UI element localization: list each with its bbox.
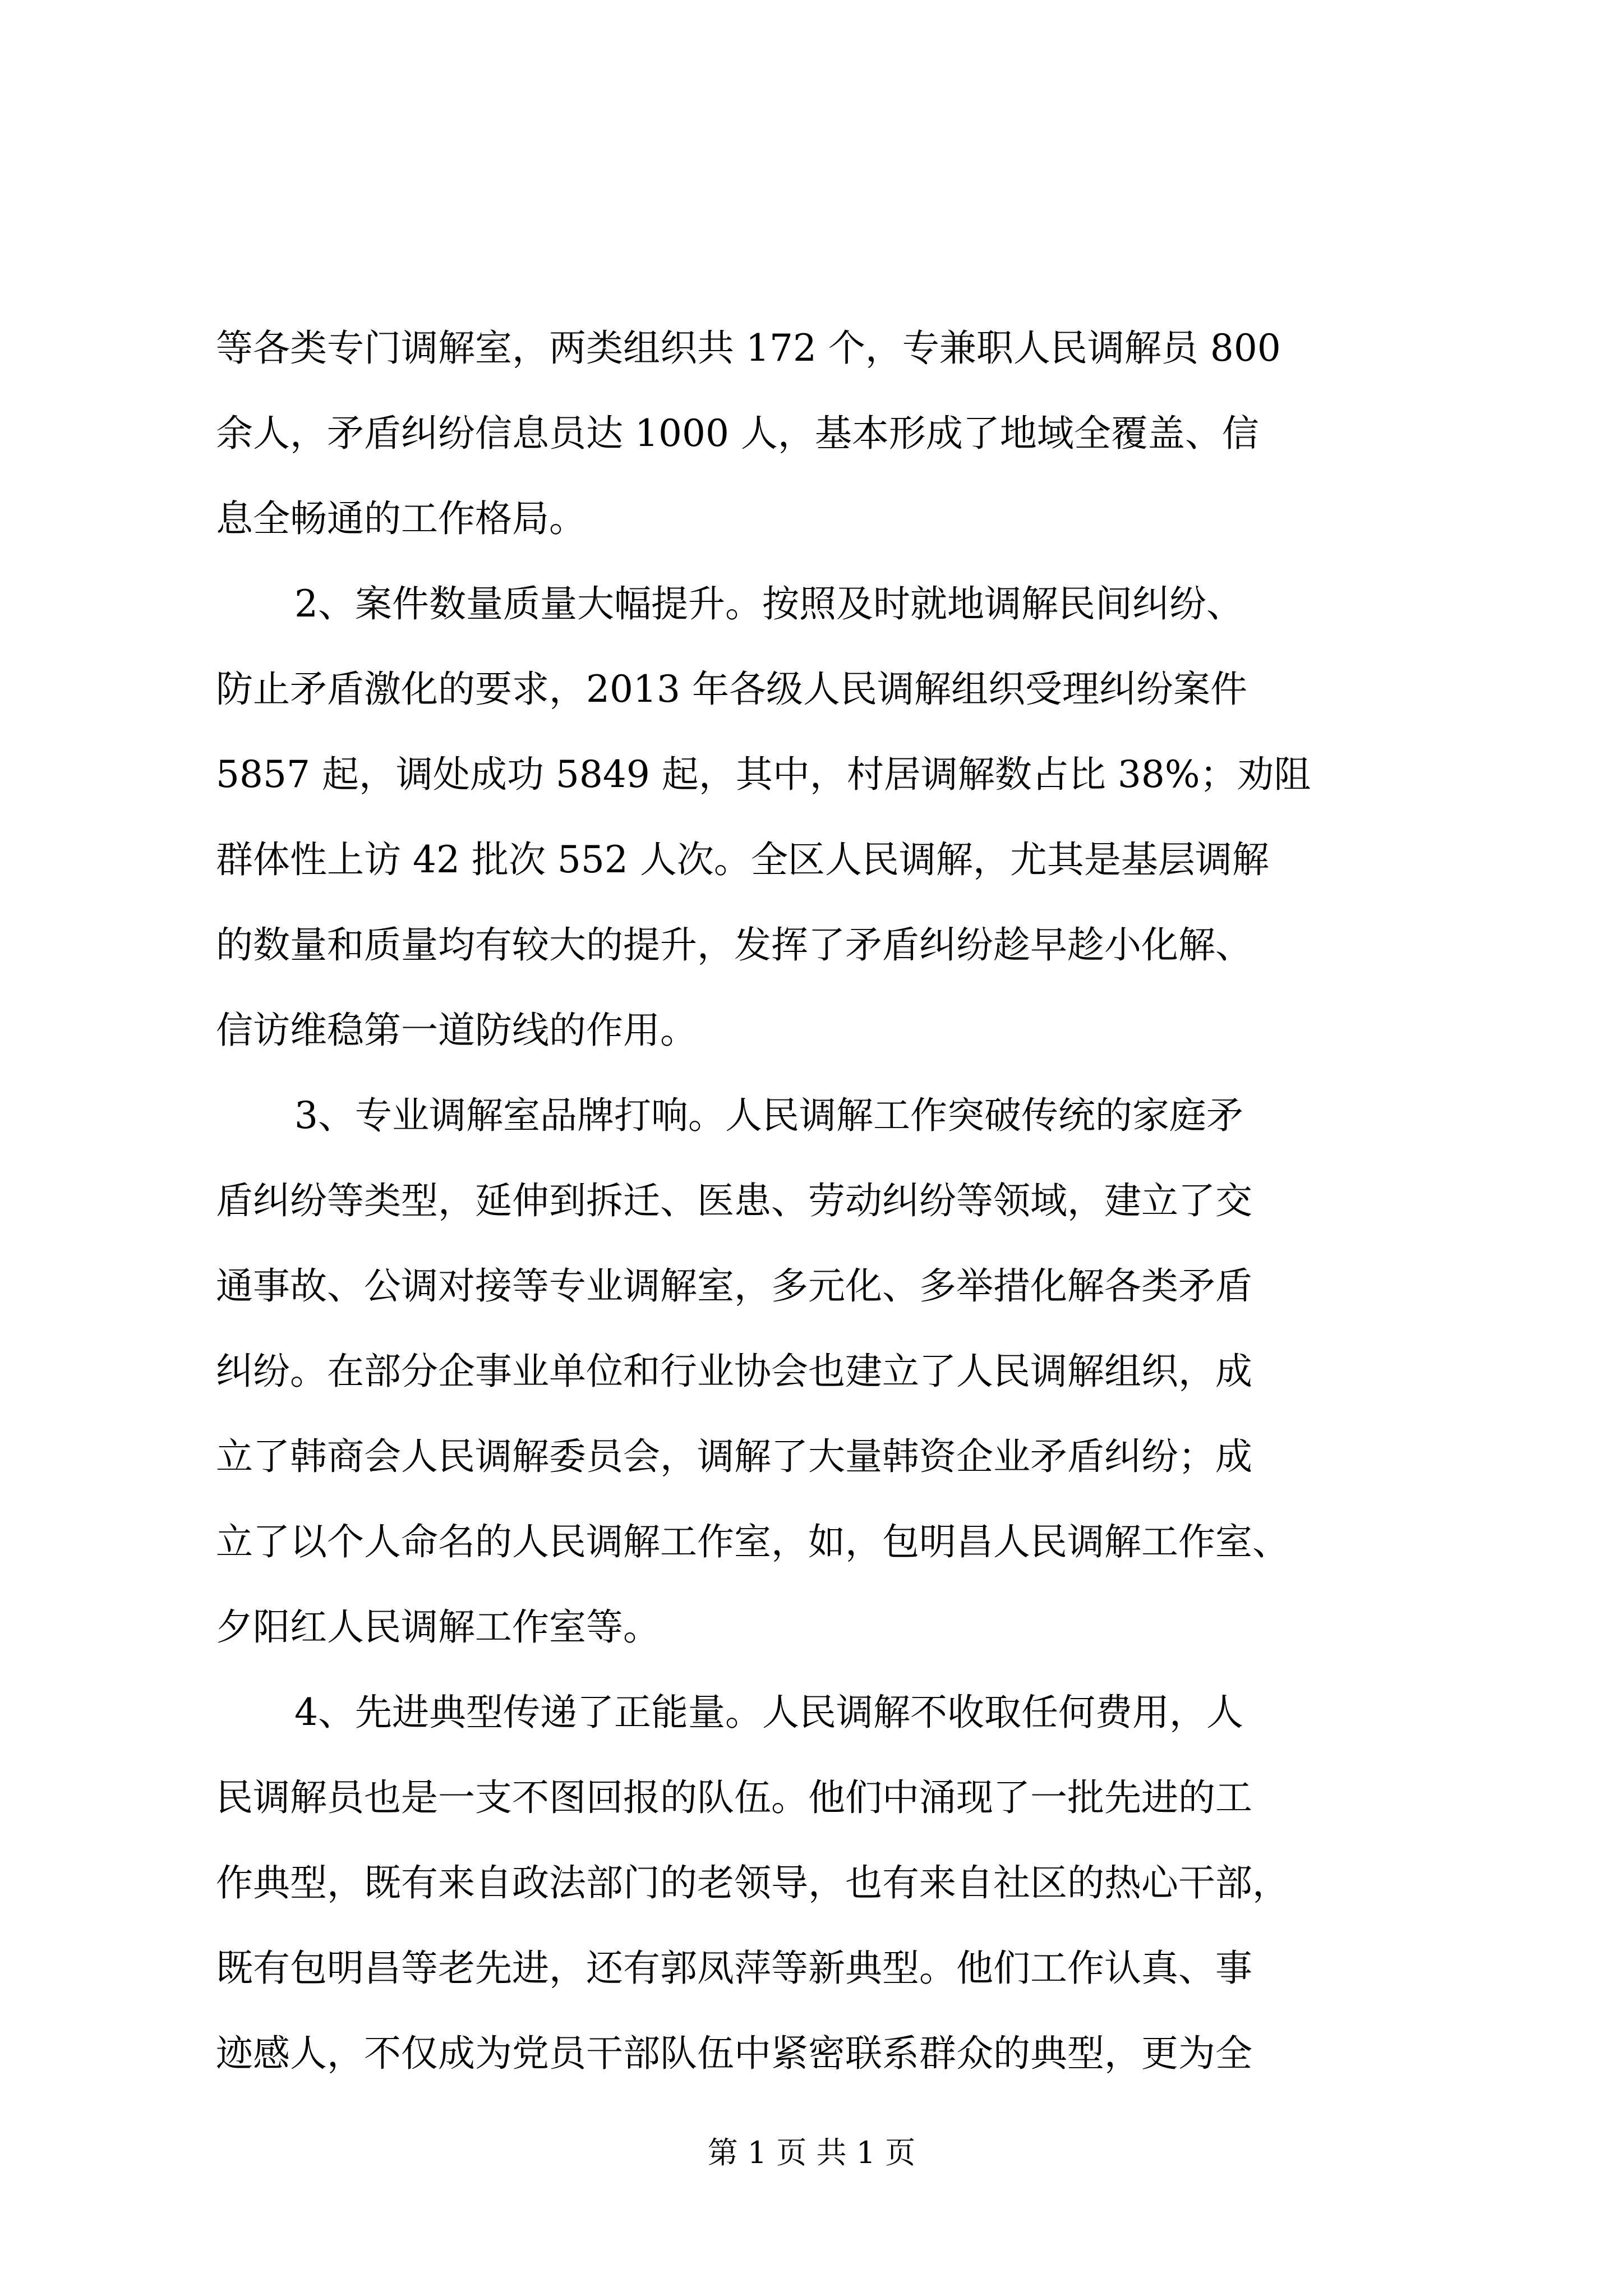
page-number-label: 第 1 页 共 1 页 [707, 2135, 916, 2170]
text-line: 息全畅通的工作格局。 [216, 497, 586, 540]
page-footer [0, 2131, 1623, 2175]
text-line: 群体性上访 42 批次 552 人次。全区人民调解，尤其是基层调解 [216, 838, 1269, 881]
text-line: 5857 起，调处成功 5849 起，其中，村居调解数占比 38%；劝阻 [216, 753, 1311, 796]
paragraph-start-line: 3、专业调解室品牌打响。人民调解工作突破传统的家庭矛 [294, 1094, 1243, 1137]
paragraph-start-line: 4、先进典型传递了正能量。人民调解不收取任何费用，人 [294, 1691, 1243, 1734]
text-line: 夕阳红人民调解工作室等。 [216, 1605, 660, 1649]
text-line: 立了以个人命名的人民调解工作室，如，包明昌人民调解工作室、 [216, 1520, 1289, 1563]
text-line: 作典型，既有来自政法部门的老领导，也有来自社区的热心干部， [216, 1861, 1289, 1904]
text-line: 通事故、公调对接等专业调解室，多元化、多举措化解各类矛盾 [216, 1264, 1252, 1308]
text-line: 纠纷。在部分企事业单位和行业协会也建立了人民调解组织，成 [216, 1350, 1252, 1393]
paragraph-start-line: 2、案件数量质量大幅提升。按照及时就地调解民间纠纷、 [294, 582, 1243, 625]
text-line: 立了韩商会人民调解委员会，调解了大量韩资企业矛盾纠纷；成 [216, 1435, 1252, 1478]
text-line: 的数量和质量均有较大的提升，发挥了矛盾纠纷趁早趁小化解、 [216, 923, 1252, 967]
text-line: 既有包明昌等老先进，还有郭凤萍等新典型。他们工作认真、事 [216, 1947, 1252, 1990]
text-line: 等各类专门调解室，两类组织共 172 个，专兼职人民调解员 800 [216, 326, 1281, 370]
text-line: 盾纠纷等类型，延伸到拆迁、医患、劳动纠纷等领域，建立了交 [216, 1179, 1252, 1222]
text-line: 民调解员也是一支不图回报的队伍。他们中涌现了一批先进的工 [216, 1776, 1252, 1819]
text-line: 迹感人，不仅成为党员干部队伍中紧密联系群众的典型，更为全 [216, 2032, 1252, 2075]
text-line: 防止矛盾激化的要求，2013 年各级人民调解组织受理纠纷案件 [216, 668, 1247, 711]
document-body [216, 306, 1405, 2096]
text-line: 信访维稳第一道防线的作用。 [216, 1009, 697, 1052]
text-line: 余人，矛盾纠纷信息员达 1000 人，基本形成了地域全覆盖、信 [216, 412, 1259, 455]
